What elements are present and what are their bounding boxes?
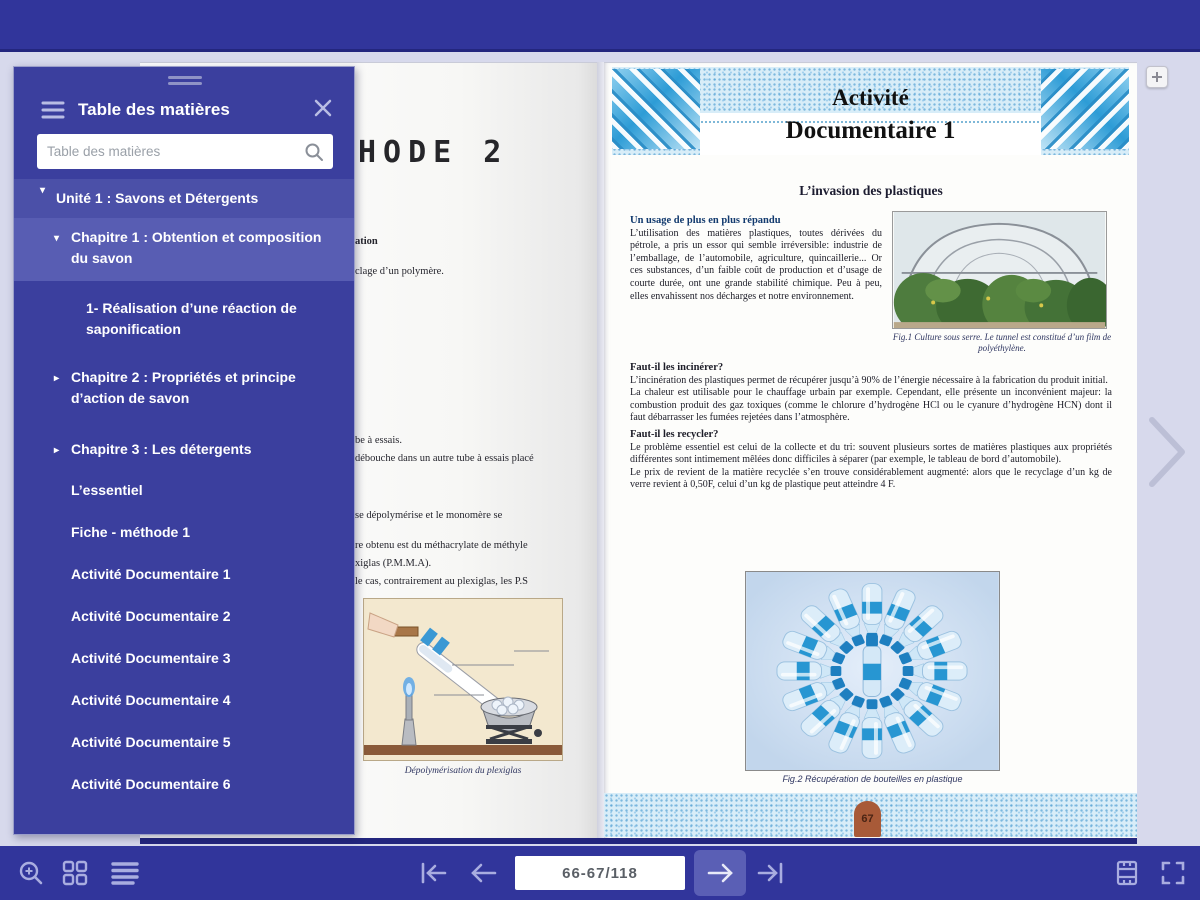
page-footer-band	[604, 793, 1137, 837]
toc-item-chapitre-2[interactable]: ▸ Chapitre 2 : Propriétés et principe d’action de savon	[54, 369, 296, 406]
figure-1-caption: Fig.1 Culture sous serre. Le tunnel est constitué d’un film de polyéthylène.	[892, 332, 1112, 353]
page-indicator-input[interactable]	[515, 856, 685, 890]
left-page-text-fragment: le cas, contrairement au plexiglas, les P.S	[355, 576, 528, 587]
zoom-in-icon[interactable]	[16, 858, 46, 888]
document-title: L’invasion des plastiques	[799, 183, 943, 198]
toc-header	[14, 93, 354, 127]
app-top-bar	[0, 0, 1200, 52]
activity-title-line2: Documentaire 1	[785, 117, 956, 144]
left-page-text-fragment: se dépolymérise et le monomère se	[355, 510, 503, 521]
left-page-title-fragment: HODE 2	[358, 135, 509, 170]
toc-title: Table des matières	[78, 100, 230, 119]
section-heading: Un usage de plus en plus répandu	[630, 215, 781, 226]
toc-list-icon[interactable]	[110, 858, 140, 888]
left-page-text-fragment: clage d’un polymère.	[355, 266, 444, 277]
left-page-figure-caption: Dépolymérisation du plexiglas	[404, 766, 522, 776]
left-page-text-fragment: re obtenu est du méthacrylate de méthyle	[355, 540, 528, 551]
section-paragraph: Le prix de revient de la matière recyclée s’en trouve considérablement augmenté: alors que le recyclage d’un kg de verre revient à 0,50F, celui d’un kg de plastique peut atteindre 4 F.	[630, 466, 1112, 491]
section-paragraph: Le problème essentiel est celui de la collecte et du tri: souvent plusieurs sortes de matières plastiques aux propriétés différentes sont intimement mêlées donc difficiles à séparer (par exemple, le tableau de bord d’automobile).	[630, 441, 1112, 466]
toc-item-activite-5[interactable]: Activité Documentaire 5	[71, 734, 231, 750]
plastic-bottles-photo	[745, 571, 1000, 771]
chevron-right-icon[interactable]	[1144, 412, 1190, 492]
next-page-icon[interactable]	[706, 858, 736, 888]
page-gutter	[597, 62, 604, 838]
plus-icon[interactable]	[1146, 66, 1168, 88]
prev-page-icon[interactable]	[468, 858, 498, 888]
activity-header-band	[612, 67, 1129, 155]
toc-item-activite-6[interactable]: Activité Documentaire 6	[71, 776, 231, 792]
menu-icon	[38, 95, 68, 125]
toc-search-box	[37, 134, 333, 169]
toc-item-chapitre-3[interactable]: ▸ Chapitre 3 : Les détergents	[54, 441, 252, 457]
drag-handle[interactable]	[168, 76, 202, 86]
search-icon[interactable]	[299, 137, 329, 167]
corner-decoration-right	[1041, 69, 1129, 149]
depolymerisation-illustration	[363, 598, 563, 761]
figure-2-caption: Fig.2 Récupération de bouteilles en plastique	[782, 774, 963, 784]
toc-item-activite-1[interactable]: Activité Documentaire 1	[71, 566, 231, 582]
left-page-text-fragment: be à essais.	[355, 435, 402, 446]
fullscreen-icon[interactable]	[1158, 858, 1188, 888]
toc-item-activite-2[interactable]: Activité Documentaire 2	[71, 608, 231, 624]
last-page-icon[interactable]	[756, 858, 786, 888]
section-heading: Faut-il les recycler?	[630, 428, 719, 440]
figure-1	[892, 211, 1112, 354]
left-page-text-fragment: ation	[355, 236, 378, 247]
toc-panel	[13, 66, 355, 835]
book-page-right	[604, 62, 1137, 838]
left-page-text-fragment: débouche dans un autre tube à essais placé	[355, 453, 534, 464]
close-icon[interactable]	[310, 95, 336, 121]
thumbnails-grid-icon[interactable]	[60, 858, 90, 888]
toc-tree	[14, 179, 354, 806]
page-number-badge: 67	[854, 801, 881, 837]
left-page-text-fragment: xiglas (P.M.M.A).	[355, 558, 432, 569]
search-input[interactable]	[37, 144, 299, 159]
right-page-body	[630, 211, 1112, 492]
toc-item-fiche-methode-1[interactable]: Fiche - méthode 1	[71, 524, 191, 540]
section-paragraph: La chaleur est utilisable pour le chauffage urbain par exemple. Cependant, elle présente un inconvénient majeur: la combustion produit des gaz toxiques (comme le chlorure d’hydrogène HCl ou le cyanure d’hydrogène HCN) dont il faut débarrasser les fumées rejetées dans l’atmosphère.	[630, 387, 1112, 424]
bookmark-icon[interactable]	[1112, 858, 1142, 888]
activity-title-line1: Activité	[832, 85, 909, 110]
section-paragraph: L’utilisation des matières plastiques, toutes dérivées du pétrole, a pris un essor qui semble irréversible: industrie de l’emballage, de l’automobile, agriculture, quincaillerie... Or ces substances, d’un faible coût de production et d’usage de courte durée, ont une grande stabilité chimique. Peu à peu, elles envahissent nos décharges et notre environnement.	[630, 227, 882, 302]
first-page-icon[interactable]	[418, 858, 448, 888]
toc-item-activite-4[interactable]: Activité Documentaire 4	[71, 692, 231, 708]
section-heading: Faut-il les incinérer?	[630, 362, 724, 373]
toc-item-saponification[interactable]: 1- Réalisation d’une réaction de saponification	[86, 300, 297, 337]
corner-decoration-left	[612, 69, 700, 149]
section-paragraph: L’incinération des plastiques permet de récupérer jusqu’à 90% de l’énergie nécessaire à la fabrication du produit initial.	[630, 374, 1108, 386]
toc-item-chapitre-1[interactable]: ▾ Chapitre 1 : Obtention et composition du savon	[14, 218, 354, 281]
toc-item-activite-3[interactable]: Activité Documentaire 3	[71, 650, 231, 666]
toc-item-unite-1[interactable]: ▾ Unité 1 : Savons et Détergents	[14, 179, 354, 218]
greenhouse-photo	[892, 211, 1107, 329]
toc-item-essentiel[interactable]: L’essentiel	[71, 482, 143, 498]
bottom-toolbar	[0, 846, 1200, 900]
figure-2	[745, 571, 1000, 785]
